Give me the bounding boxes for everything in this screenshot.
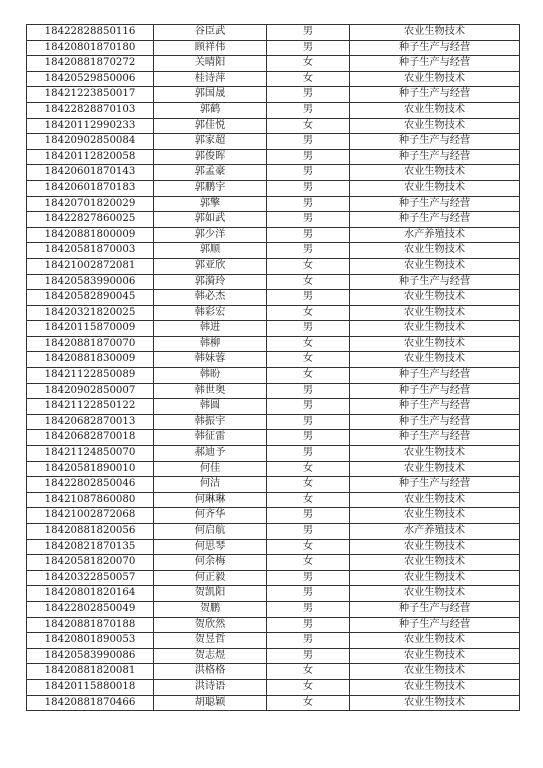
- exam-number-cell: 18421087860080: [27, 492, 154, 508]
- table-row: [27, 648, 520, 664]
- table-row: [27, 102, 520, 118]
- table-row: [27, 695, 520, 711]
- exam-number-cell: 18420801820164: [27, 586, 154, 602]
- gender-cell: 男: [267, 524, 350, 540]
- gender-cell: 男: [267, 633, 350, 649]
- student-name-cell: 何琳琳: [154, 492, 267, 508]
- exam-number-cell: 18420902850007: [27, 383, 154, 399]
- exam-number-cell: 18421122850122: [27, 399, 154, 415]
- gender-cell: 男: [267, 212, 350, 228]
- exam-number-cell: 18420881870272: [27, 56, 154, 72]
- table-row: [27, 570, 520, 586]
- major-cell: 农业生物技术: [350, 258, 520, 274]
- gender-cell: 男: [267, 383, 350, 399]
- table-row: [27, 180, 520, 196]
- exam-number-cell: 18420801870180: [27, 40, 154, 56]
- table-row: [27, 508, 520, 524]
- table-row: [27, 664, 520, 680]
- gender-cell: 女: [267, 258, 350, 274]
- table-row: [27, 368, 520, 384]
- major-cell: 农业生物技术: [350, 243, 520, 259]
- gender-cell: 男: [267, 508, 350, 524]
- major-cell: 农业生物技术: [350, 586, 520, 602]
- exam-number-cell: 18421124850070: [27, 446, 154, 462]
- gender-cell: 男: [267, 165, 350, 181]
- gender-cell: 男: [267, 102, 350, 118]
- gender-cell: 男: [267, 321, 350, 337]
- table-row: [27, 446, 520, 462]
- exam-number-cell: 18422802850049: [27, 601, 154, 617]
- student-name-cell: 郭佳悦: [154, 118, 267, 134]
- table-row: [27, 290, 520, 306]
- table-row: [27, 352, 520, 368]
- major-cell: 种子生产与经营: [350, 40, 520, 56]
- major-cell: 种子生产与经营: [350, 601, 520, 617]
- student-name-cell: 郭孟豪: [154, 165, 267, 181]
- student-name-cell: 何余梅: [154, 555, 267, 571]
- exam-number-cell: 18422828850116: [27, 25, 154, 41]
- gender-cell: 男: [267, 446, 350, 462]
- gender-cell: 男: [267, 430, 350, 446]
- exam-number-cell: 18420881870070: [27, 336, 154, 352]
- gender-cell: 女: [267, 695, 350, 711]
- table-row: [27, 258, 520, 274]
- major-cell: 种子生产与经营: [350, 196, 520, 212]
- student-name-cell: 郭少洋: [154, 227, 267, 243]
- exam-number-cell: 18421122850089: [27, 368, 154, 384]
- student-name-cell: 郭如武: [154, 212, 267, 228]
- gender-cell: 女: [267, 352, 350, 368]
- gender-cell: 女: [267, 477, 350, 493]
- student-name-cell: 何思琴: [154, 539, 267, 555]
- major-cell: 种子生产与经营: [350, 430, 520, 446]
- major-cell: 农业生物技术: [350, 118, 520, 134]
- exam-number-cell: 18420821870135: [27, 539, 154, 555]
- gender-cell: 男: [267, 243, 350, 259]
- major-cell: 农业生物技术: [350, 664, 520, 680]
- gender-cell: 女: [267, 274, 350, 290]
- gender-cell: 女: [267, 336, 350, 352]
- table-row: [27, 633, 520, 649]
- gender-cell: 男: [267, 648, 350, 664]
- student-name-cell: 郭鹤: [154, 102, 267, 118]
- table-row: [27, 586, 520, 602]
- exam-number-cell: 18421223850017: [27, 87, 154, 103]
- exam-number-cell: 18420682870013: [27, 414, 154, 430]
- major-cell: 农业生物技术: [350, 305, 520, 321]
- student-name-cell: 贺凯阳: [154, 586, 267, 602]
- gender-cell: 男: [267, 586, 350, 602]
- major-cell: 种子生产与经营: [350, 212, 520, 228]
- table-row: [27, 196, 520, 212]
- exam-number-cell: 18420581890010: [27, 461, 154, 477]
- major-cell: 农业生物技术: [350, 492, 520, 508]
- student-name-cell: 郭顺: [154, 243, 267, 259]
- exam-number-cell: 18420529850006: [27, 71, 154, 87]
- exam-number-cell: 18420881820056: [27, 524, 154, 540]
- table-row: [27, 617, 520, 633]
- student-name-cell: 洪格格: [154, 664, 267, 680]
- student-name-cell: 郭亚欣: [154, 258, 267, 274]
- major-cell: 种子生产与经营: [350, 368, 520, 384]
- major-cell: 农业生物技术: [350, 648, 520, 664]
- student-name-cell: 贺昱哲: [154, 633, 267, 649]
- exam-number-cell: 18420582890045: [27, 290, 154, 306]
- table-row: [27, 118, 520, 134]
- gender-cell: 女: [267, 118, 350, 134]
- exam-number-cell: 18422802850046: [27, 477, 154, 493]
- table-row: [27, 461, 520, 477]
- student-name-cell: 郝迪予: [154, 446, 267, 462]
- table-row: [27, 414, 520, 430]
- major-cell: 农业生物技术: [350, 102, 520, 118]
- student-roster-sheet: [26, 24, 519, 711]
- major-cell: 农业生物技术: [350, 461, 520, 477]
- table-row: [27, 399, 520, 415]
- table-row: [27, 227, 520, 243]
- gender-cell: 女: [267, 368, 350, 384]
- exam-number-cell: 18420322850057: [27, 570, 154, 586]
- major-cell: 农业生物技术: [350, 336, 520, 352]
- gender-cell: 男: [267, 290, 350, 306]
- exam-number-cell: 18420881830009: [27, 352, 154, 368]
- major-cell: 农业生物技术: [350, 679, 520, 695]
- major-cell: 农业生物技术: [350, 570, 520, 586]
- student-name-cell: 胡聪颖: [154, 695, 267, 711]
- table-row: [27, 134, 520, 150]
- gender-cell: 男: [267, 40, 350, 56]
- table-row: [27, 274, 520, 290]
- exam-number-cell: 18420881800009: [27, 227, 154, 243]
- major-cell: 种子生产与经营: [350, 399, 520, 415]
- table-row: [27, 56, 520, 72]
- major-cell: 种子生产与经营: [350, 149, 520, 165]
- exam-number-cell: 18420321820025: [27, 305, 154, 321]
- student-name-cell: 韩必杰: [154, 290, 267, 306]
- student-name-cell: 何齐华: [154, 508, 267, 524]
- exam-number-cell: 18420583990006: [27, 274, 154, 290]
- major-cell: 农业生物技术: [350, 290, 520, 306]
- exam-number-cell: 18422827860025: [27, 212, 154, 228]
- major-cell: 种子生产与经营: [350, 477, 520, 493]
- student-name-cell: 韩进: [154, 321, 267, 337]
- major-cell: 种子生产与经营: [350, 274, 520, 290]
- table-row: [27, 40, 520, 56]
- exam-number-cell: 18420682870018: [27, 430, 154, 446]
- gender-cell: 女: [267, 555, 350, 571]
- major-cell: 农业生物技术: [350, 71, 520, 87]
- student-name-cell: 贺欣然: [154, 617, 267, 633]
- table-row: [27, 601, 520, 617]
- exam-number-cell: 18420881870466: [27, 695, 154, 711]
- student-name-cell: 韩柳: [154, 336, 267, 352]
- student-name-cell: 郭漪玲: [154, 274, 267, 290]
- major-cell: 农业生物技术: [350, 180, 520, 196]
- table-row: [27, 149, 520, 165]
- gender-cell: 男: [267, 617, 350, 633]
- table-row: [27, 383, 520, 399]
- student-name-cell: 何正毅: [154, 570, 267, 586]
- major-cell: 农业生物技术: [350, 539, 520, 555]
- table-row: [27, 430, 520, 446]
- major-cell: 农业生物技术: [350, 695, 520, 711]
- gender-cell: 女: [267, 679, 350, 695]
- table-row: [27, 243, 520, 259]
- major-cell: 农业生物技术: [350, 25, 520, 41]
- exam-number-cell: 18420601870183: [27, 180, 154, 196]
- gender-cell: 女: [267, 461, 350, 477]
- major-cell: 水产养殖技术: [350, 227, 520, 243]
- exam-number-cell: 18420115870009: [27, 321, 154, 337]
- major-cell: 种子生产与经营: [350, 414, 520, 430]
- exam-number-cell: 18420115880018: [27, 679, 154, 695]
- gender-cell: 男: [267, 399, 350, 415]
- student-name-cell: 贺鹏: [154, 601, 267, 617]
- gender-cell: 女: [267, 664, 350, 680]
- exam-number-cell: 18420112990233: [27, 118, 154, 134]
- exam-number-cell: 18420801890053: [27, 633, 154, 649]
- table-row: [27, 305, 520, 321]
- exam-number-cell: 18420881870188: [27, 617, 154, 633]
- student-name-cell: 洪诗语: [154, 679, 267, 695]
- student-name-cell: 韩彩宏: [154, 305, 267, 321]
- table-row: [27, 555, 520, 571]
- gender-cell: 男: [267, 227, 350, 243]
- exam-number-cell: 18421002872068: [27, 508, 154, 524]
- exam-number-cell: 18422828870103: [27, 102, 154, 118]
- student-name-cell: 韩世奥: [154, 383, 267, 399]
- student-name-cell: 韩振宇: [154, 414, 267, 430]
- table-row: [27, 477, 520, 493]
- student-name-cell: 谷臣武: [154, 25, 267, 41]
- exam-number-cell: 18420701820029: [27, 196, 154, 212]
- exam-number-cell: 18420112820058: [27, 149, 154, 165]
- student-name-cell: 韩妹蓉: [154, 352, 267, 368]
- exam-number-cell: 18420583990086: [27, 648, 154, 664]
- table-row: [27, 212, 520, 228]
- student-name-cell: 贺志煜: [154, 648, 267, 664]
- exam-number-cell: 18420881820081: [27, 664, 154, 680]
- major-cell: 农业生物技术: [350, 508, 520, 524]
- major-cell: 种子生产与经营: [350, 134, 520, 150]
- student-name-cell: 何佳: [154, 461, 267, 477]
- table-row: [27, 321, 520, 337]
- student-name-cell: 郭俊晖: [154, 149, 267, 165]
- major-cell: 种子生产与经营: [350, 383, 520, 399]
- student-name-cell: 韩圆: [154, 399, 267, 415]
- student-name-cell: 关晴阳: [154, 56, 267, 72]
- major-cell: 种子生产与经营: [350, 87, 520, 103]
- gender-cell: 男: [267, 149, 350, 165]
- major-cell: 水产养殖技术: [350, 524, 520, 540]
- gender-cell: 男: [267, 196, 350, 212]
- gender-cell: 男: [267, 570, 350, 586]
- major-cell: 农业生物技术: [350, 446, 520, 462]
- gender-cell: 男: [267, 87, 350, 103]
- gender-cell: 女: [267, 56, 350, 72]
- table-row: [27, 71, 520, 87]
- student-roster-table: [26, 24, 520, 711]
- gender-cell: 男: [267, 180, 350, 196]
- gender-cell: 女: [267, 539, 350, 555]
- student-name-cell: 韩盼: [154, 368, 267, 384]
- major-cell: 种子生产与经营: [350, 56, 520, 72]
- table-row: [27, 25, 520, 41]
- roster-body: [27, 25, 520, 711]
- major-cell: 农业生物技术: [350, 633, 520, 649]
- table-row: [27, 492, 520, 508]
- major-cell: 农业生物技术: [350, 321, 520, 337]
- exam-number-cell: 18420601870143: [27, 165, 154, 181]
- student-name-cell: 郭擎: [154, 196, 267, 212]
- student-name-cell: 韩征雷: [154, 430, 267, 446]
- gender-cell: 女: [267, 71, 350, 87]
- major-cell: 农业生物技术: [350, 555, 520, 571]
- table-row: [27, 524, 520, 540]
- major-cell: 种子生产与经营: [350, 617, 520, 633]
- student-name-cell: 何洁: [154, 477, 267, 493]
- exam-number-cell: 18421002872081: [27, 258, 154, 274]
- table-row: [27, 336, 520, 352]
- table-row: [27, 87, 520, 103]
- table-row: [27, 679, 520, 695]
- gender-cell: 男: [267, 134, 350, 150]
- exam-number-cell: 18420581820070: [27, 555, 154, 571]
- gender-cell: 男: [267, 414, 350, 430]
- student-name-cell: 何启航: [154, 524, 267, 540]
- gender-cell: 男: [267, 25, 350, 41]
- student-name-cell: 顾祥伟: [154, 40, 267, 56]
- exam-number-cell: 18420902850084: [27, 134, 154, 150]
- student-name-cell: 郭家超: [154, 134, 267, 150]
- table-row: [27, 165, 520, 181]
- table-row: [27, 539, 520, 555]
- gender-cell: 女: [267, 305, 350, 321]
- exam-number-cell: 18420581870003: [27, 243, 154, 259]
- student-name-cell: 郭国晟: [154, 87, 267, 103]
- student-name-cell: 郭鹏宇: [154, 180, 267, 196]
- gender-cell: 女: [267, 492, 350, 508]
- student-name-cell: 桂诗萍: [154, 71, 267, 87]
- major-cell: 农业生物技术: [350, 165, 520, 181]
- major-cell: 农业生物技术: [350, 352, 520, 368]
- gender-cell: 男: [267, 601, 350, 617]
